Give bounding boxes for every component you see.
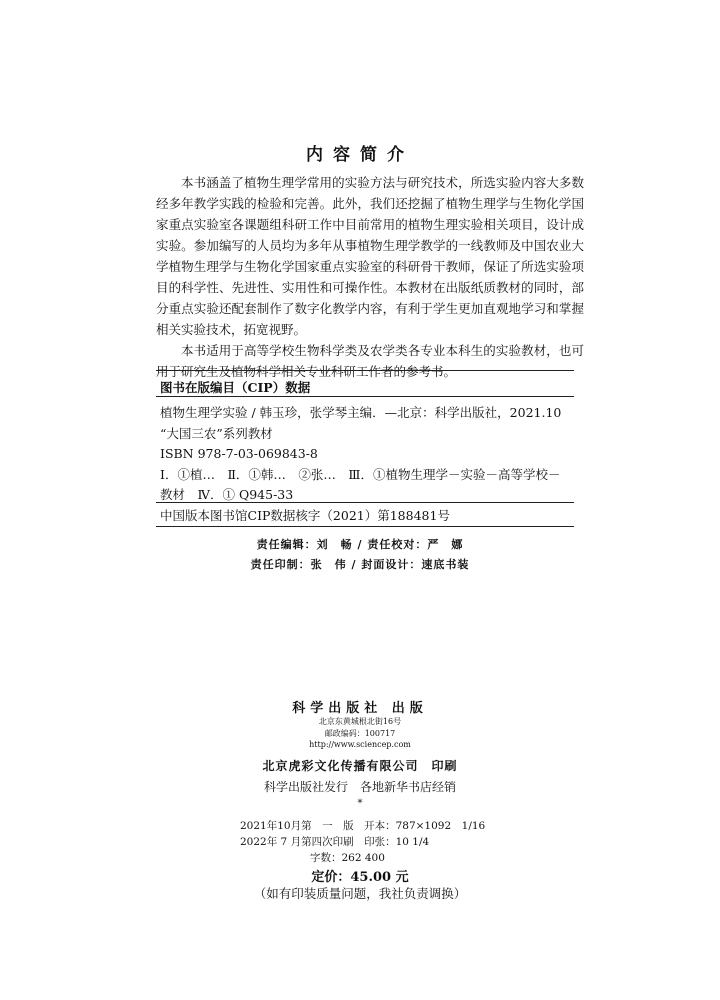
word-count: 字数：262 400 (310, 852, 385, 864)
price: 定价：45.00 元 (311, 870, 409, 885)
editor-credit: 责任编辑：刘 畅 / 责任校对：严 娜 (256, 538, 464, 551)
cip-line: 教材 Ⅳ．① Q945-33 (160, 487, 294, 502)
summary-body (156, 172, 584, 382)
publisher-website: http://www.sciencep.com (309, 740, 411, 749)
summary-paragraph: 本书涵盖了植物生理学常用的实验方法与研究技术，所选实验内容大多数经多年教学实践的检验和完善。此外，我们还挖掘了植物生理学与生物化学国家重点实验室各课题组科研工作中目前常用的植物生理实验相关项目，设计成实验。参加编写的人员均为多年从事植物生理学教学的一线教师及中国农业大学植物生理学与生物化学国家重点实验室的科研骨干教师，保证了所选实验项目的科学性、先进性、实用性和可操作性。本教材在出版纸质教材的同时，部分重点实验还配套制作了数字化教学内容，有利于学生更加直观地学习和掌握相关实验技术，拓宽视野。 (156, 175, 584, 337)
cip-heading: 图书在版编目（CIP）数据 (160, 380, 311, 395)
cip-line: Ⅰ．①植… Ⅱ．①韩… ②张… Ⅲ．①植物生理学－实验－高等学校－ (160, 466, 561, 482)
cip-line: 植物生理学实验 / 韩玉珍，张学琴主编．—北京：科学出版社，2021.10 (160, 405, 562, 420)
cip-line: “大国三农”系列教材 (160, 425, 273, 441)
summary-title: 内容简介 (306, 145, 414, 165)
cip-record-number: 中国版本图书馆CIP数据核字（2021）第188481号 (160, 508, 450, 523)
cip-top-rule (156, 370, 574, 371)
distributor: 科学出版社发行 各地新华书店经销 (263, 780, 456, 794)
edition-info: 2021年10月第 一 版 开本：787×1092 1/16 (240, 820, 486, 832)
printer: 北京虎彩文化传播有限公司 印刷 (262, 759, 458, 773)
publisher-name: 科学出版社 出版 (292, 701, 428, 716)
publisher-address: 北京东黄城根北街16号 (318, 717, 402, 726)
publisher-postcode: 邮政编码：100717 (324, 729, 396, 738)
cip-record-rule (156, 502, 574, 503)
summary-paragraph: 本书适用于高等学校生物科学类及农学类各专业本科生的实验教材，也可用于研究生及植物科学相关专业科研工作者的参考书。 (156, 343, 584, 379)
cip-body (160, 403, 572, 506)
separator-star: * (357, 798, 363, 809)
impression-info: 2022年 7 月第四次印刷 印张：10 1/4 (240, 836, 430, 848)
quality-notice: （如有印装质量问题，我社负责调换） (253, 886, 467, 901)
design-credit: 责任印制：张 伟 / 封面设计：速底书装 (250, 558, 470, 571)
cip-heading-rule (156, 396, 574, 397)
cip-line: ISBN 978-7-03-069843-8 (160, 446, 318, 461)
cip-bottom-rule (156, 526, 574, 527)
